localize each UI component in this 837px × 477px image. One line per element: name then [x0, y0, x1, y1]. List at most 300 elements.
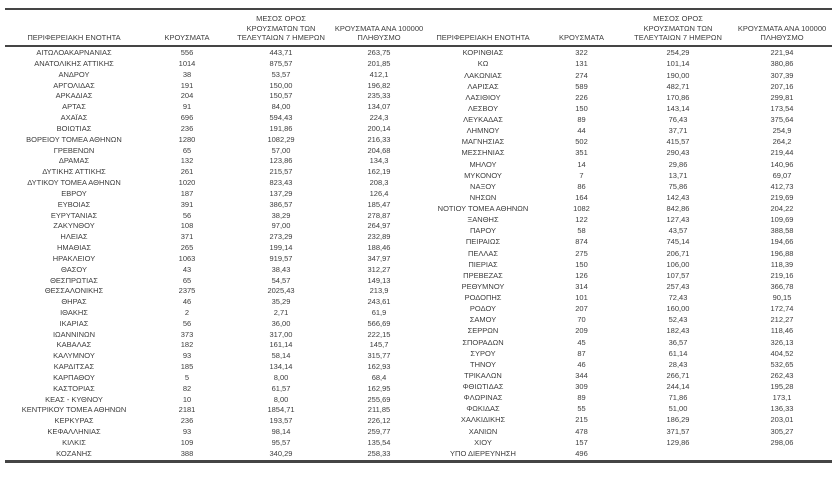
- table-row: [5, 318, 427, 329]
- cases-cell: 204: [180, 91, 194, 101]
- avg7-cell: 2025,43: [267, 286, 295, 296]
- region-cell: ΠΙΕΡΙΑΣ: [468, 259, 498, 269]
- per100k-cell: 255,69: [367, 394, 391, 404]
- avg7-cell: 75,86: [668, 181, 688, 191]
- cases-cell: 1280: [178, 134, 196, 144]
- cases-cell: 696: [180, 113, 194, 123]
- cases-cell: 502: [575, 137, 588, 147]
- avg7-cell: 182,43: [666, 326, 690, 336]
- table-row: [5, 210, 427, 221]
- per100k-cell: 232,89: [367, 232, 391, 242]
- avg7-cell: 95,57: [271, 437, 291, 447]
- cases-cell: 89: [577, 115, 586, 125]
- region-cell: ΕΒΡΟΥ: [61, 188, 87, 198]
- cases-cell: 373: [180, 329, 194, 339]
- table-row: [427, 59, 832, 70]
- per100k-cell: 298,06: [770, 437, 794, 447]
- region-cell: ΗΡΑΚΛΕΙΟΥ: [52, 253, 96, 263]
- region-cell: ΚΙΛΚΙΣ: [62, 437, 86, 447]
- cases-cell: 322: [575, 48, 588, 58]
- per100k-cell: 532,65: [770, 359, 794, 369]
- per100k-cell: 219,44: [770, 148, 794, 158]
- region-cell: ΑΝΔΡΟΥ: [58, 69, 90, 79]
- per100k-cell: 207,16: [770, 81, 794, 91]
- avg7-cell: 186,29: [666, 415, 690, 425]
- table-row: [427, 348, 832, 359]
- per100k-cell: 213,9: [369, 286, 389, 296]
- avg7-cell: 8,00: [273, 394, 289, 404]
- cases-cell: 89: [577, 393, 586, 403]
- table-body-left: [5, 46, 427, 462]
- avg7-cell: 61,57: [271, 383, 291, 393]
- table-row: [427, 270, 832, 281]
- table-row: [427, 337, 832, 348]
- region-cell: ΚΑΒΑΛΑΣ: [56, 340, 92, 350]
- region-cell: ΚΕΑΣ - ΚΥΘΝΟΥ: [45, 394, 103, 404]
- table-row: [5, 351, 427, 362]
- cases-cell: 93: [182, 351, 192, 361]
- cases-cell: 351: [575, 148, 588, 158]
- avg7-cell: 919,57: [269, 253, 293, 263]
- per100k-cell: 203,01: [770, 415, 794, 425]
- per100k-cell: 149,13: [367, 275, 391, 285]
- table-row: [427, 248, 832, 259]
- region-cell: ΘΕΣΣΑΛΟΝΙΚΗΣ: [44, 286, 104, 296]
- avg7-cell: 273,29: [269, 232, 293, 242]
- avg7-cell: 71,86: [668, 393, 688, 403]
- avg7-cell: 482,71: [666, 81, 690, 91]
- avg7-cell: 266,71: [666, 370, 690, 380]
- region-cell: ΔΡΑΜΑΣ: [58, 156, 90, 166]
- per100k-cell: 68,4: [371, 372, 387, 382]
- cases-cell: 2181: [178, 405, 196, 415]
- region-cell: ΠΕΙΡΑΙΩΣ: [465, 237, 501, 247]
- avg7-cell: 57,00: [271, 145, 291, 155]
- cases-cell: 185: [180, 362, 194, 372]
- table-header-right: [427, 9, 832, 46]
- cases-cell: 126: [575, 270, 588, 280]
- per100k-cell: 134,07: [367, 102, 391, 112]
- per100k-cell: 211,85: [367, 405, 391, 415]
- avg7-cell: 1854,71: [267, 405, 295, 415]
- cases-table-left: [5, 8, 427, 463]
- region-cell: ΣΑΜΟΥ: [469, 315, 497, 325]
- region-cell: ΚΕΝΤΡΙΚΟΥ ΤΟΜΕΑ ΑΘΗΝΩΝ: [21, 405, 127, 415]
- avg7-cell: 143,14: [666, 103, 690, 113]
- region-cell: ΚΑΛΥΜΝΟΥ: [53, 351, 95, 361]
- per100k-cell: 404,52: [770, 348, 794, 358]
- table-row: [427, 203, 832, 214]
- per100k-cell: 204,22: [770, 204, 794, 214]
- region-cell: ΡΟΔΟΠΗΣ: [464, 293, 502, 303]
- avg7-cell: 76,43: [668, 115, 688, 125]
- table-row: [5, 405, 427, 416]
- table-row: [427, 415, 832, 426]
- region-cell: ΗΜΑΘΙΑΣ: [56, 243, 92, 253]
- avg7-cell: 51,00: [668, 404, 688, 414]
- cases-cell: 236: [180, 416, 194, 426]
- region-cell: ΚΑΡΠΑΘΟΥ: [53, 372, 95, 382]
- per100k-cell: 162,95: [367, 383, 391, 393]
- region-cell: ΤΡΙΚΑΛΩΝ: [464, 370, 502, 380]
- cases-cell: 122: [575, 215, 588, 225]
- cases-cell: 65: [182, 275, 192, 285]
- table-row: [427, 103, 832, 114]
- avg7-cell: 161,14: [269, 340, 293, 350]
- table-row: [5, 221, 427, 232]
- avg7-cell: 842,86: [666, 204, 690, 214]
- avg7-cell: 98,14: [271, 427, 291, 437]
- region-cell: ΙΩΑΝΝΙΝΩΝ: [52, 329, 96, 339]
- avg7-cell: 215,57: [269, 167, 293, 177]
- region-cell: ΦΛΩΡΙΝΑΣ: [463, 393, 503, 403]
- per100k-cell: 254,9: [772, 126, 792, 136]
- region-cell: ΕΥΒΟΙΑΣ: [57, 199, 91, 209]
- table-row: [5, 80, 427, 91]
- region-cell: ΦΩΚΙΔΑΣ: [466, 404, 500, 414]
- cases-cell: 1014: [178, 58, 196, 68]
- per100k-cell: 118,39: [770, 259, 794, 269]
- avg7-cell: 129,86: [666, 437, 690, 447]
- cases-cell: 82: [182, 383, 192, 393]
- region-cell: ΛΕΣΒΟΥ: [467, 103, 499, 113]
- per100k-cell: 212,27: [770, 315, 794, 325]
- table-row: [427, 170, 832, 181]
- region-cell: ΚΟΡΙΝΘΙΑΣ: [462, 48, 504, 58]
- region-cell: ΜΑΓΝΗΣΙΑΣ: [461, 137, 505, 147]
- table-row: [5, 232, 427, 243]
- avg7-cell: 150,57: [269, 91, 293, 101]
- cases-cell: 236: [180, 123, 194, 133]
- per100k-cell: 134,3: [369, 156, 389, 166]
- avg7-cell: 415,57: [666, 137, 690, 147]
- avg7-cell: 191,86: [269, 123, 293, 133]
- per100k-cell: 315,77: [367, 351, 391, 361]
- per100k-cell: 222,15: [367, 329, 391, 339]
- table-row: [427, 292, 832, 303]
- region-cell: ΝΑΞΟΥ: [470, 181, 496, 191]
- cases-cell: 388: [180, 449, 194, 459]
- table-row: [427, 448, 832, 462]
- cases-cell: 46: [577, 359, 586, 369]
- header-per100k: ΚΡΟΥΣΜΑΤΑ ΑΝΑ 100000 ΠΛΗΘΥΣΜΟ: [732, 9, 832, 46]
- cases-cell: 589: [575, 81, 588, 91]
- table-row: [5, 437, 427, 448]
- region-cell: ΧΑΛΚΙΔΙΚΗΣ: [460, 415, 506, 425]
- cases-cell: 70: [577, 315, 586, 325]
- cases-cell: 275: [575, 248, 588, 258]
- cases-cell: 344: [575, 370, 588, 380]
- avg7-cell: 134,14: [269, 362, 293, 372]
- cases-cell: 191: [180, 80, 194, 90]
- cases-cell: 93: [182, 427, 192, 437]
- per100k-cell: 226,12: [367, 416, 391, 426]
- region-cell: ΗΛΕΙΑΣ: [60, 232, 88, 242]
- avg7-cell: 206,71: [666, 248, 690, 258]
- region-cell: ΒΟΡΕΙΟΥ ΤΟΜΕΑ ΑΘΗΝΩΝ: [26, 134, 122, 144]
- table-header-left: [5, 9, 427, 46]
- table-row: [5, 340, 427, 351]
- table-row: [5, 394, 427, 405]
- table-row: [427, 381, 832, 392]
- region-cell: ΤΗΝΟΥ: [469, 359, 496, 369]
- avg7-cell: 386,57: [269, 199, 293, 209]
- cases-cell: 87: [577, 348, 586, 358]
- table-row: [5, 69, 427, 80]
- region-cell: ΛΑΚΩΝΙΑΣ: [464, 70, 502, 80]
- cases-cell: 45: [577, 337, 586, 347]
- table-row: [427, 426, 832, 437]
- table-row: [427, 303, 832, 314]
- per100k-cell: 135,54: [367, 437, 391, 447]
- cases-cell: 108: [180, 221, 194, 231]
- cases-cell: 187: [180, 188, 194, 198]
- avg7-cell: 58,14: [271, 351, 291, 361]
- avg7-cell: 127,43: [666, 215, 690, 225]
- region-cell: ΚΑΡΔΙΤΣΑΣ: [53, 362, 95, 372]
- cases-cell: 1082: [573, 204, 590, 214]
- table-row: [427, 437, 832, 448]
- table-row: [5, 188, 427, 199]
- per100k-cell: 219,16: [770, 270, 794, 280]
- region-cell: ΙΚΑΡΙΑΣ: [59, 318, 89, 328]
- table-row: [5, 123, 427, 134]
- region-cell: ΘΗΡΑΣ: [61, 297, 87, 307]
- avg7-cell: 317,00: [269, 329, 293, 339]
- cases-cell: 150: [575, 103, 588, 113]
- per100k-cell: 109,69: [770, 215, 794, 225]
- cases-cell: 43: [182, 264, 192, 274]
- per100k-cell: 136,33: [770, 404, 794, 414]
- per100k-cell: 264,97: [367, 221, 391, 231]
- cases-cell: 226: [575, 92, 588, 102]
- region-cell: ΘΑΣΟΥ: [61, 264, 87, 274]
- table-row: [5, 112, 427, 123]
- avg7-cell: 52,43: [668, 315, 688, 325]
- per100k-cell: 201,85: [367, 58, 391, 68]
- per100k-cell: 200,14: [367, 123, 391, 133]
- table-row: [427, 326, 832, 337]
- cases-cell: 56: [182, 318, 192, 328]
- region-cell: ΔΥΤΙΚΗΣ ΑΤΤΙΚΗΣ: [42, 167, 106, 177]
- cases-cell: 91: [182, 102, 192, 112]
- avg7-cell: 2,71: [273, 307, 289, 317]
- avg7-cell: 43,57: [668, 226, 688, 236]
- table-row: [427, 359, 832, 370]
- table-row: [5, 264, 427, 275]
- per100k-cell: 258,33: [367, 449, 391, 459]
- table-row: [427, 148, 832, 159]
- per100k-cell: 173,1: [772, 393, 792, 403]
- region-cell: ΜΕΣΣΗΝΙΑΣ: [461, 148, 505, 158]
- per100k-cell: 375,64: [770, 115, 794, 125]
- per100k-cell: 118,46: [770, 326, 794, 336]
- cases-cell: 109: [180, 437, 194, 447]
- avg7-cell: 36,57: [668, 337, 688, 347]
- per100k-cell: 307,39: [770, 70, 794, 80]
- table-row: [5, 275, 427, 286]
- region-cell: ΑΝΑΤΟΛΙΚΗΣ ΑΤΤΙΚΗΣ: [34, 58, 114, 68]
- region-cell: ΑΧΑΪΑΣ: [60, 113, 88, 123]
- table-row: [5, 383, 427, 394]
- per100k-cell: 173,54: [770, 103, 794, 113]
- region-cell: ΦΘΙΩΤΙΔΑΣ: [462, 382, 504, 392]
- per100k-cell: 219,69: [770, 192, 794, 202]
- avg7-cell: 137,29: [269, 188, 293, 198]
- cases-cell: 101: [575, 293, 588, 303]
- table-row: [5, 426, 427, 437]
- cases-cell: 38: [182, 69, 192, 79]
- table-row: [427, 46, 832, 59]
- avg7-cell: 1082,29: [267, 134, 295, 144]
- per100k-cell: 145,7: [369, 340, 389, 350]
- avg7-cell: 193,57: [269, 416, 293, 426]
- table-row: [5, 242, 427, 253]
- avg7-cell: 290,43: [666, 148, 690, 158]
- avg7-cell: 150,00: [269, 80, 293, 90]
- header-cases: ΚΡΟΥΣΜΑΤΑ: [143, 9, 231, 46]
- table-row: [5, 58, 427, 69]
- table-row: [5, 416, 427, 427]
- cases-cell: 65: [182, 145, 192, 155]
- region-cell: ΚΑΣΤΟΡΙΑΣ: [53, 383, 95, 393]
- per100k-cell: 259,77: [367, 427, 391, 437]
- table-row: [427, 159, 832, 170]
- region-cell: ΣΠΟΡΑΔΩΝ: [462, 337, 504, 347]
- cases-table-right: [427, 8, 832, 463]
- region-cell: ΣΕΡΡΩΝ: [467, 326, 499, 336]
- per100k-cell: 412,1: [369, 69, 389, 79]
- table-row: [5, 307, 427, 318]
- cases-cell: 58: [577, 226, 586, 236]
- cases-cell: 86: [577, 181, 586, 191]
- table-row: [427, 192, 832, 203]
- per100k-cell: 196,88: [770, 248, 794, 258]
- avg7-cell: 37,71: [668, 126, 688, 136]
- avg7-cell: 28,43: [668, 359, 688, 369]
- cases-cell: 209: [575, 326, 588, 336]
- per100k-cell: 195,28: [770, 382, 794, 392]
- region-cell: ΛΗΜΝΟΥ: [466, 126, 500, 136]
- cases-cell: 371: [180, 232, 194, 242]
- avg7-cell: 170,86: [666, 92, 690, 102]
- region-cell: ΡΕΘΥΜΝΟΥ: [461, 281, 505, 291]
- per100k-cell: 566,69: [367, 318, 391, 328]
- cases-cell: 874: [575, 237, 588, 247]
- avg7-cell: 36,00: [271, 318, 291, 328]
- table-row: [5, 253, 427, 264]
- table-row: [427, 125, 832, 136]
- cases-cell: 14: [577, 159, 586, 169]
- per100k-cell: 188,46: [367, 243, 391, 253]
- table-row: [427, 92, 832, 103]
- cases-cell: 131: [575, 59, 588, 69]
- region-cell: ΡΟΔΟΥ: [469, 304, 497, 314]
- avg7-cell: 72,43: [668, 293, 688, 303]
- header-avg7: ΜΕΣΟΣ ΟΡΟΣ ΚΡΟΥΣΜΑΤΩΝ ΤΩΝ ΤΕΛΕΥΤΑΙΩΝ 7 ΗΜΕΡΩΝ: [624, 9, 732, 46]
- region-cell: ΚΩ: [477, 59, 489, 69]
- avg7-cell: 745,14: [666, 237, 690, 247]
- per100k-cell: 312,27: [367, 264, 391, 274]
- cases-table-container: [5, 8, 832, 463]
- cases-cell: 314: [575, 281, 588, 291]
- table-row: [427, 214, 832, 225]
- region-cell: ΑΙΤΩΛΟΑΚΑΡΝΑΝΙΑΣ: [36, 47, 112, 57]
- avg7-cell: 53,57: [271, 69, 291, 79]
- table-row: [5, 156, 427, 167]
- avg7-cell: 199,14: [269, 243, 293, 253]
- table-row: [427, 314, 832, 325]
- table-row: [427, 70, 832, 81]
- per100k-cell: 162,19: [367, 167, 391, 177]
- region-cell: ΠΑΡΟΥ: [469, 226, 496, 236]
- per100k-cell: 61,9: [371, 307, 387, 317]
- cases-cell: 7: [579, 170, 584, 180]
- per100k-cell: 216,33: [367, 134, 391, 144]
- table-row: [427, 181, 832, 192]
- table-row: [427, 114, 832, 125]
- region-cell: ΛΑΣΙΘΙΟΥ: [465, 92, 501, 102]
- cases-cell: 309: [575, 382, 588, 392]
- per100k-cell: 235,33: [367, 91, 391, 101]
- table-row: [5, 199, 427, 210]
- region-cell: ΝΟΤΙΟΥ ΤΟΜΕΑ ΑΘΗΝΩΝ: [437, 204, 529, 214]
- avg7-cell: 84,00: [271, 102, 291, 112]
- table-row: [5, 145, 427, 156]
- per100k-cell: 380,86: [770, 59, 794, 69]
- avg7-cell: 443,71: [269, 47, 293, 57]
- avg7-cell: 823,43: [269, 178, 293, 188]
- cases-cell: 496: [575, 449, 588, 459]
- per100k-cell: 90,15: [772, 293, 792, 303]
- region-cell: ΜΥΚΟΝΟΥ: [464, 170, 502, 180]
- cases-cell: 391: [180, 199, 194, 209]
- avg7-cell: 594,43: [269, 113, 293, 123]
- header-cases: ΚΡΟΥΣΜΑΤΑ: [539, 9, 624, 46]
- region-cell: ΛΕΥΚΑΔΑΣ: [463, 115, 503, 125]
- avg7-cell: 142,43: [666, 192, 690, 202]
- header-region: ΠΕΡΙΦΕΡΕΙΑΚΗ ΕΝΟΤΗΤΑ: [5, 9, 143, 46]
- avg7-cell: 97,00: [271, 221, 291, 231]
- per100k-cell: 347,97: [367, 253, 391, 263]
- cases-cell: 150: [575, 259, 588, 269]
- avg7-cell: 123,86: [269, 156, 293, 166]
- table-row: [5, 91, 427, 102]
- per100k-cell: 412,73: [770, 181, 794, 191]
- table-row: [427, 136, 832, 147]
- table-row: [5, 286, 427, 297]
- per100k-cell: 262,43: [770, 370, 794, 380]
- cases-cell: 2: [184, 307, 190, 317]
- header-per100k: ΚΡΟΥΣΜΑΤΑ ΑΝΑ 100000 ΠΛΗΘΥΣΜΟ: [331, 9, 427, 46]
- cases-cell: 5: [184, 372, 190, 382]
- per100k-cell: 366,78: [770, 281, 794, 291]
- table-row: [5, 46, 427, 58]
- table-row: [427, 403, 832, 414]
- table-row: [5, 167, 427, 178]
- region-cell: ΚΕΦΑΛΛΗΝΙΑΣ: [47, 427, 101, 437]
- cases-cell: 157: [575, 437, 588, 447]
- per100k-cell: 221,94: [770, 48, 794, 58]
- region-cell: ΙΘΑΚΗΣ: [60, 307, 88, 317]
- avg7-cell: 190,00: [666, 70, 690, 80]
- region-cell: ΠΕΛΛΑΣ: [467, 248, 499, 258]
- region-cell: ΑΡΓΟΛΙΔΑΣ: [53, 80, 95, 90]
- cases-cell: 56: [182, 210, 192, 220]
- table-row: [5, 448, 427, 461]
- per100k-cell: 299,81: [770, 92, 794, 102]
- cases-cell: 164: [575, 192, 588, 202]
